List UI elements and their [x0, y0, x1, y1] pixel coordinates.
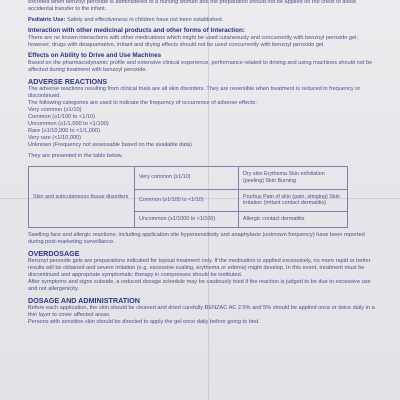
- frequency-category: Common (≥1/100 to <1/10): [28, 114, 95, 120]
- table-row: [29, 167, 348, 190]
- postmarketing-text: Swelling face and allergic reactions, including application site hypersensitivity and anaphylaxis (unknown frequency) have been reported during post-marketing surveillance.: [28, 231, 365, 245]
- overdosage-heading: OVERDOSAGE: [28, 248, 80, 258]
- intro-line-1: excreted when benzoyl peroxide is administered to a nursing woman and the preparation should not be applied on the chest to avoid: [28, 0, 356, 5]
- frequency-categories: [28, 107, 380, 149]
- intro-line-2: accidental transfer to the infant.: [28, 6, 107, 12]
- driving-heading: Effects on Ability to Drive and Use Machines: [28, 52, 162, 59]
- frequency-category: Uncommon (≥1/1,000 to <1/100): [28, 121, 109, 127]
- pediatric-text: Safety and effectiveness in children have not been established.: [65, 17, 224, 23]
- adverse-text-2: The following categories are used to indicate the frequency of occurrence of adverse effects:: [28, 100, 257, 106]
- table-cell-effects: Dry skin Erythema Skin exfoliation (peeling) Skin Burning: [239, 167, 348, 190]
- table-cell-effects: Pruritus Pain of skin (pain, stinging) Skin irritation (irritant contact dermatitis): [239, 189, 348, 212]
- table-cell-frequency: Uncommon (≥1/1000 to <1/100): [135, 212, 239, 228]
- table-intro: They are presented in the table below.: [28, 153, 123, 159]
- dosage-heading: DOSAGE AND ADMINISTRATION: [28, 295, 140, 305]
- frequency-category: Unknown (Frequency not assessable based on the available data): [28, 142, 192, 148]
- frequency-category: Rare (≥1/10,000 to <1/1,000): [28, 128, 100, 134]
- adverse-reactions-table: [28, 166, 348, 228]
- table-cell-frequency: Very common (≥1/10): [135, 167, 239, 190]
- fold-crease-vertical: [208, 0, 209, 400]
- table-cell-system: Skin and subcutaneous tissue disorders: [29, 167, 135, 228]
- adverse-reactions-heading: ADVERSE REACTIONS: [28, 77, 108, 86]
- table-cell-frequency: Common (≥1/100 to <1/10): [135, 189, 239, 212]
- overdosage-text-1: Benzoyl peroxide gels are preparations indicated for topical treatment only. If the medication is applied excessively, no more rapid or better results will be obtained and severe irritation (e.g. excessive scaling, erythema or edema) might develop. In this event, treatment must be discontinued and appropriate symptomatic therapy in compresses should be instituted.: [28, 257, 371, 278]
- frequency-category: Very rare (<1/10,000): [28, 135, 82, 141]
- table-cell-effects: Allergic contact dermatitis: [239, 212, 348, 228]
- dosage-text-2: Persons with sensitive skin should be directed to apply the gel once daily before going to bed.: [28, 318, 260, 325]
- adverse-text-1: The adverse reactions resulting from clinical trials are all skin disorders. They are reversible when treatment is reduced in frequency or discontinued.: [28, 86, 361, 99]
- interaction-text: There are no known interactions with other medications which might be used cutaneously and concurrently with benzoyl peroxide gel; however, drugs with desquamative, irritant and drying effects should not be used concurrently with benzoyl peroxide gel.: [28, 35, 358, 48]
- dosage-text-1: Before each application, the skin should be cleaned and dried carefully BENZAC AC 2.5% and 5% should be applied once or twice daily in a thin layer to cover affected areas.: [28, 304, 375, 318]
- frequency-category: Very common (≥1/10): [28, 107, 82, 113]
- pediatric-label: Pediatric Use:: [28, 17, 66, 23]
- overdosage-text-2: After symptoms and signs subside, a reduced dosage schedule may be cautiously tried if the reaction is judged to be due to excessive use and not allergenicity.: [28, 278, 371, 292]
- interaction-heading: Interaction with other medicinal products and other forms of Interaction:: [28, 27, 245, 34]
- pediatric-use: [28, 17, 380, 24]
- fold-crease-horizontal: [0, 198, 400, 199]
- driving-text: Based on the pharmacodynamic profile and extensive clinical experience, performance related to driving and using machines should not be affected during treatment with benzoyl peroxide.: [28, 60, 373, 73]
